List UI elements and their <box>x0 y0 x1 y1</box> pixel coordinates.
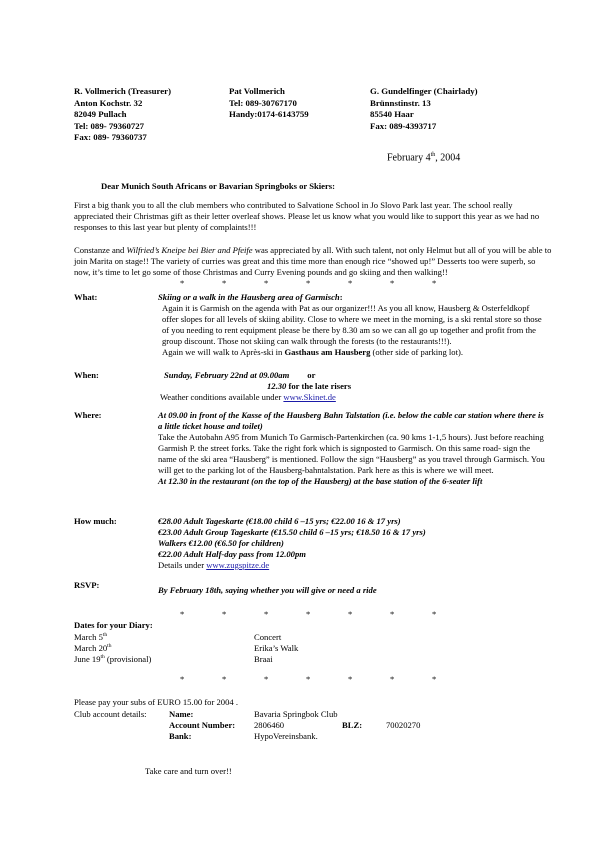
bank-label: Bank: <box>169 731 192 741</box>
howmuch-label: How much: <box>74 516 117 526</box>
when-label: When: <box>74 370 99 380</box>
when-line2: 12.30 for the late risers <box>267 381 352 391</box>
diary-item: March 5th Concert <box>74 632 282 642</box>
letter-date: February 4th, 2004 <box>387 152 461 164</box>
header-line: 85540 Haar <box>370 109 414 119</box>
account-number-label: Account Number: <box>169 720 236 730</box>
when-line1: Sunday, February 22nd at 09.00am or <box>164 370 316 380</box>
treasurer-address <box>74 86 171 144</box>
zugspitze-link[interactable]: www.zugspitze.de <box>206 560 270 570</box>
header-line: Pat Vollmerich <box>229 86 285 96</box>
what-label: What: <box>74 292 98 302</box>
bank-value: HypoVereinsbank. <box>254 731 318 741</box>
price-line: €28.00 Adult Tageskarte (€18.00 child 6 –15 yrs; €22.00 16 & 17 yrs) <box>158 516 401 526</box>
rsvp-label: RSVP: <box>74 580 100 590</box>
diary-event: Braai <box>254 654 273 664</box>
salutation: Dear Munich South Africans or Bavarian Springboks or Skiers: <box>101 181 335 191</box>
header-line: Fax: 089-4393717 <box>370 120 437 131</box>
where-label: Where: <box>74 410 102 420</box>
diary-item: March 20th Erika’s Walk <box>74 643 299 653</box>
howmuch-section <box>158 516 548 571</box>
separator-stars: * * * * * * * <box>180 609 437 619</box>
account-label: Club account details: <box>74 709 147 719</box>
separator-stars: * * * * * * * <box>180 278 437 288</box>
header-line: Fax: 089- 79360737 <box>74 132 147 142</box>
price-line: €22.00 Adult Half-day pass from 12.00pm <box>158 549 306 559</box>
header-line: G. Gundelfinger (Chairlady) <box>370 86 478 96</box>
header-line: Anton Kochstr. 32 <box>74 97 143 108</box>
intro-paragraph: First a big thank you to all the club members who contributed to Salvatione School in Jo Slovo Park last year. The school really appreciated their Christmas gift as their letter overleaf shows. Please let us know what you would like to support this year as we had no responses to this last year but plenty of complaints!!! <box>74 200 540 232</box>
what-section <box>158 292 548 358</box>
skinet-link[interactable]: www.Skinet.de <box>283 392 336 402</box>
where-meeting-point: At 09.00 in front of the Kasse of the Hausberg Bahn Talstation (i.e. below the cable car station where there is a little ticket house and toilet) <box>158 410 544 431</box>
account-number-value: 2806460 <box>254 720 285 730</box>
what-heading: Skiing or a walk in the Hausberg area of Garmisch: <box>158 292 343 302</box>
organizer-address <box>229 86 309 121</box>
diary-event: Erika’s Walk <box>254 643 299 653</box>
price-line: Walkers €12.00 (€6.50 for children) <box>158 538 284 548</box>
account-details <box>74 709 534 745</box>
diary-title: Dates for your Diary: <box>74 620 153 630</box>
details-line: Details under www.zugspitze.de <box>158 560 270 570</box>
what-body: Again it is Garmish on the agenda with Pat as our organizer!!! As you all know, Hausberg & Osterfeldkopf offer slopes for all levels of skiing ability. Close to where we meet in the morning, is a ski rental store so those of you needing to rent equipment please be there by 8.30 am so we can all go up together and profit from the group discount. Those not skiing can walk through the forests (to the restaurants!!!). <box>162 303 542 346</box>
header-line: Tel: 089- 79360727 <box>74 120 145 131</box>
rsvp-text: By February 18th, saying whether you will give or need a ride <box>158 585 377 595</box>
header-line: Brünnstinstr. 13 <box>370 97 431 108</box>
where-restaurant: At 12.30 in the restaurant (on the top of the Hausberg) at the base station of the 6-seater lift <box>158 476 483 486</box>
blz-value: 70020270 <box>386 720 421 730</box>
blz-label: BLZ: <box>342 720 363 730</box>
diary-list <box>74 632 374 665</box>
curry-evening-paragraph: Constanze and Wilfried’s Kneipe bei Bier and Pfeife was appreciated by all. With such talent, not only Helmut but all of you will be able to join Marita on stage!! The variety of curries was great and this time more than enough rice “showed up!” Desserts too were superb, so now, it’s time to let go some of those Christmas and Curry Evening pounds and go skiing and then walking!! <box>74 245 552 277</box>
separator-stars: * * * * * * * <box>180 674 437 684</box>
what-walk: Again we will walk to Après-ski in Gasthaus am Hausberg (other side of parking lot). <box>162 347 464 357</box>
where-section <box>158 410 548 487</box>
header-line: Handy:0174-6143759 <box>229 109 309 119</box>
when-section <box>158 370 548 403</box>
price-line: €23.00 Adult Group Tageskarte (€15.50 child 6 –15 yrs; €18.50 16 & 17 yrs) <box>158 527 426 537</box>
diary-item: June 19th (provisional) Braai <box>74 654 273 664</box>
name-value: Bavaria Springbok Club <box>254 709 338 719</box>
where-directions: Take the Autobahn A95 from Munich To Garmisch-Partenkirchen (ca. 90 kms 1-1,5 hours). Just before reaching Garmish P. the street forks. Take the right fork which is signposted to Garmisch. On this same road- sign the name of the ski area “Hausberg” is mentioned. Follow the sign “Hausberg” as you travel through Garmisch. You will get to the parking lot of the Hausberg-bahntalstation. Park here as this is where we will meet. <box>158 432 545 475</box>
diary-event: Concert <box>254 632 282 642</box>
subs-line: Please pay your subs of EURO 15.00 for 2004 . <box>74 697 238 707</box>
header-line: Tel: 089-30767170 <box>229 97 297 108</box>
header-line: R. Vollmerich (Treasurer) <box>74 86 171 96</box>
weather-line: Weather conditions available under www.Skinet.de <box>160 392 336 402</box>
name-label: Name: <box>169 709 194 719</box>
chairlady-address <box>370 86 478 132</box>
closing: Take care and turn over!! <box>145 766 232 776</box>
header-line: 82049 Pullach <box>74 109 127 119</box>
